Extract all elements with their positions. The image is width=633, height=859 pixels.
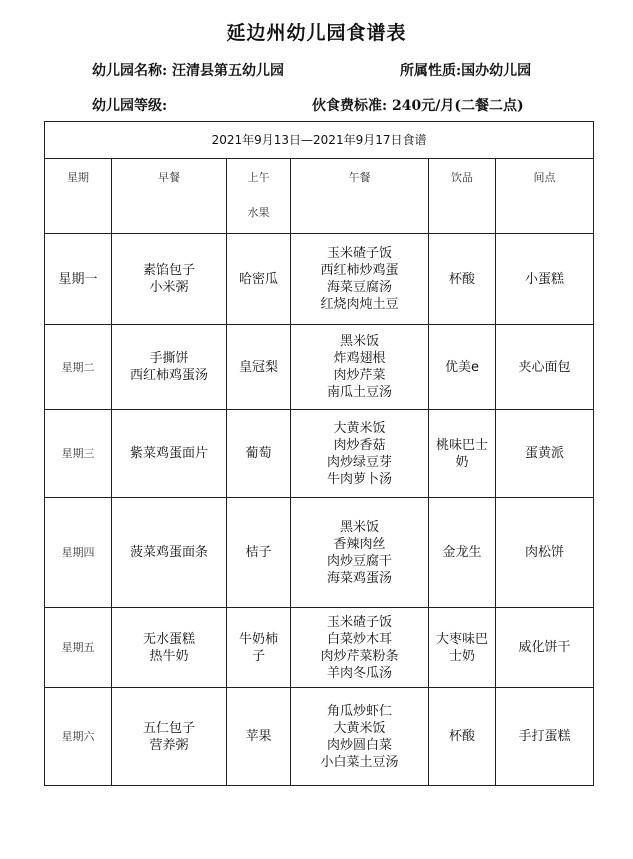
menu-row [45, 410, 594, 498]
date-range: 2021年9月13日—2021年9月17日食谱 [45, 122, 594, 159]
lunch-item: 黑米饭 [339, 519, 379, 535]
lunch-cell [291, 325, 429, 410]
lunch-item: 玉米碴子饭 [326, 614, 392, 630]
weekday-cell: 星期二 [45, 325, 112, 410]
lunch-item: 肉炒芹菜 [333, 368, 386, 383]
kindergarten-grade: 幼儿园等级: [92, 98, 168, 114]
breakfast-item: 小米粥 [149, 280, 189, 295]
drink-cell [429, 410, 496, 498]
breakfast-item: 五仁包子 [142, 720, 195, 736]
drink-cell [429, 234, 496, 325]
breakfast-item: 西红柿鸡蛋汤 [129, 368, 208, 383]
drink-cell [429, 608, 496, 688]
affiliation: 所属性质:国办幼儿园 [400, 63, 532, 79]
snack-cell [496, 410, 594, 498]
fruit-item: 苹果 [245, 729, 272, 744]
lunch-item: 肉炒绿豆芽 [326, 454, 392, 470]
lunch-item: 肉炒香菇 [333, 437, 386, 453]
weekday-cell: 星期六 [45, 688, 112, 786]
breakfast-item: 营养粥 [149, 737, 189, 753]
lunch-item: 肉炒豆腐干 [326, 553, 392, 569]
breakfast-cell [112, 325, 227, 410]
weekday-cell: 星期一 [45, 234, 112, 325]
lunch-item: 海菜豆腐汤 [326, 280, 392, 295]
breakfast-item: 手撕饼 [149, 351, 189, 366]
lunch-cell [291, 688, 429, 786]
weekday-cell: 星期五 [45, 608, 112, 688]
drink-item: 金龙生 [442, 545, 482, 560]
fruit-cell [227, 498, 291, 608]
lunch-item: 肉炒圆白菜 [326, 737, 392, 753]
lunch-item: 白菜炒木耳 [326, 631, 392, 647]
weekday-cell: 星期三 [45, 410, 112, 498]
kindergarten-name: 幼儿园名称: 汪清县第五幼儿园 [92, 63, 285, 79]
drink-cell [429, 498, 496, 608]
drink-item: 士奶 [448, 648, 475, 664]
drink-cell [429, 688, 496, 786]
snack-item: 小蛋糕 [525, 271, 565, 287]
lunch-item: 西红柿炒鸡蛋 [320, 263, 399, 278]
fruit-item: 牛奶柿 [238, 631, 278, 647]
lunch-item: 大黄米饭 [333, 720, 386, 736]
meal-fee: 伙食费标准: 240元/月(二餐二点) [312, 98, 524, 114]
menu-row [45, 608, 594, 688]
header-breakfast: 早餐 [112, 159, 227, 234]
lunch-item: 海菜鸡蛋汤 [326, 570, 392, 586]
weekday-cell: 星期四 [45, 498, 112, 608]
menu-row [45, 234, 594, 325]
fruit-item: 子 [251, 648, 265, 664]
lunch-item: 肉炒芹菜粉条 [320, 648, 399, 664]
lunch-item: 小白菜土豆汤 [320, 754, 399, 770]
lunch-cell [291, 498, 429, 608]
snack-cell [496, 234, 594, 325]
drink-item: 奶 [455, 454, 469, 470]
drink-item: 杯酸 [448, 729, 475, 744]
menu-row [45, 498, 594, 608]
header-snack: 间点 [496, 159, 594, 234]
drink-item: 大枣味巴 [435, 631, 488, 647]
breakfast-item: 菠菜鸡蛋面条 [129, 545, 208, 560]
fruit-cell [227, 325, 291, 410]
breakfast-item: 素馅包子 [142, 263, 195, 278]
drink-item: 优美e [445, 359, 479, 375]
drink-item: 杯酸 [448, 271, 475, 287]
lunch-item: 红烧肉炖土豆 [320, 297, 399, 312]
lunch-item: 黑米饭 [339, 334, 379, 349]
menu-row [45, 688, 594, 786]
lunch-item: 大黄米饭 [333, 420, 386, 436]
snack-cell [496, 608, 594, 688]
lunch-item: 香辣肉丝 [333, 536, 386, 552]
lunch-cell [291, 608, 429, 688]
lunch-item: 角瓜炒虾仁 [326, 703, 392, 719]
snack-item: 夹心面包 [518, 359, 571, 375]
menu-table [44, 121, 594, 786]
lunch-item: 南瓜土豆汤 [326, 385, 392, 400]
lunch-cell [291, 410, 429, 498]
lunch-item: 牛肉萝卜汤 [326, 471, 392, 487]
snack-cell [496, 688, 594, 786]
header-lunch: 午餐 [291, 159, 429, 234]
breakfast-cell [112, 410, 227, 498]
breakfast-item: 热牛奶 [149, 648, 189, 664]
snack-item: 威化饼干 [518, 640, 571, 655]
fruit-item: 葡萄 [245, 446, 272, 461]
fruit-cell [227, 688, 291, 786]
lunch-item: 炸鸡翅根 [333, 351, 386, 366]
fruit-item: 皇冠梨 [238, 359, 278, 375]
lunch-cell [291, 234, 429, 325]
drink-item: 桃味巴士 [435, 437, 488, 453]
breakfast-item: 紫菜鸡蛋面片 [129, 446, 208, 461]
breakfast-cell [112, 234, 227, 325]
header-drink: 饮品 [429, 159, 496, 234]
fruit-cell [227, 410, 291, 498]
fruit-item: 桔子 [245, 545, 272, 560]
header-weekday: 星期 [45, 159, 112, 234]
breakfast-cell [112, 608, 227, 688]
snack-cell [496, 498, 594, 608]
header-row [45, 159, 594, 234]
menu-row [45, 325, 594, 410]
lunch-item: 羊肉冬瓜汤 [326, 665, 392, 681]
snack-item: 蛋黄派 [525, 446, 565, 461]
lunch-item: 玉米碴子饭 [326, 246, 392, 261]
snack-cell [496, 325, 594, 410]
header-fruit: 上午 水果 [227, 159, 291, 234]
breakfast-cell [112, 688, 227, 786]
snack-item: 手打蛋糕 [518, 729, 571, 744]
drink-cell [429, 325, 496, 410]
fruit-cell [227, 234, 291, 325]
fruit-item: 哈密瓜 [238, 271, 278, 287]
fruit-cell [227, 608, 291, 688]
snack-item: 肉松饼 [525, 545, 565, 560]
breakfast-cell [112, 498, 227, 608]
breakfast-item: 无水蛋糕 [142, 631, 195, 647]
page-title: 延边州幼儿园食谱表 [226, 22, 407, 44]
